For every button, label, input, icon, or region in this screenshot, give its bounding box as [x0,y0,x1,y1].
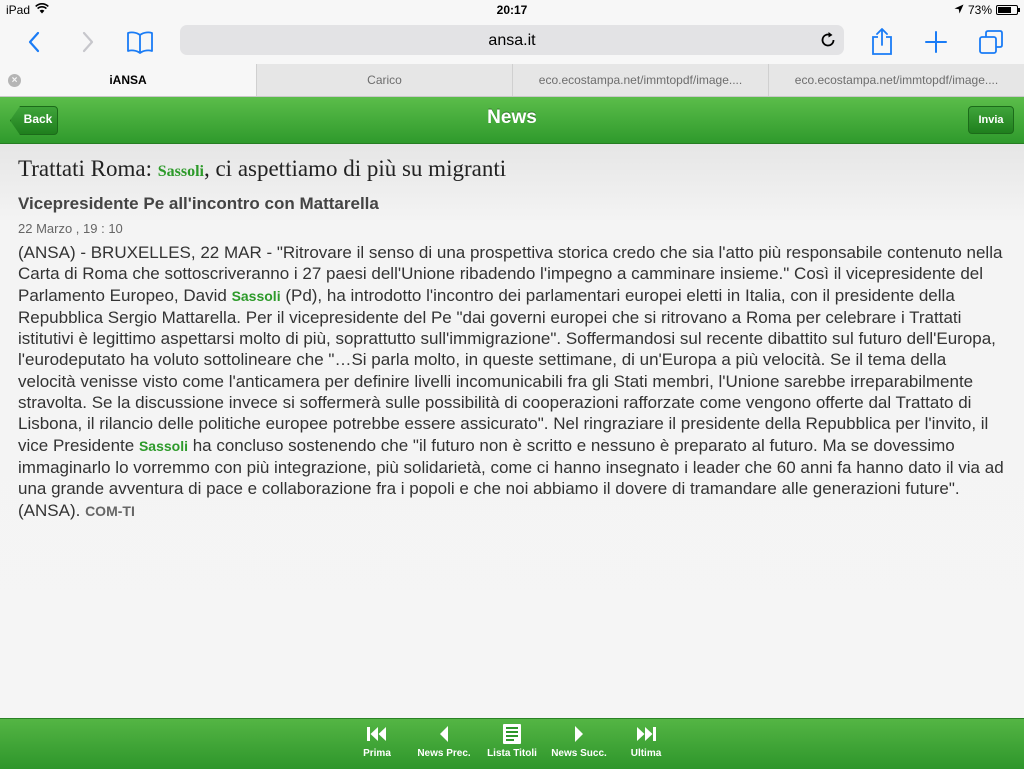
last-news-label: Ultima [630,748,662,759]
tab-label: Carico [367,73,402,87]
back-button-label: Back [23,112,53,126]
browser-tab-strip [0,64,1024,97]
tab-ecostampa-1[interactable] [512,64,768,96]
headline-keyword: Sassoli [157,163,204,180]
address-bar[interactable] [180,25,844,55]
new-tab-plus-icon[interactable] [920,26,952,58]
article-author-code: COM-TI [85,502,135,519]
tab-iansa[interactable] [0,64,256,96]
triangle-right-icon [544,723,614,745]
article-headline [18,156,1008,182]
share-icon[interactable] [866,26,898,58]
headline-pre: Trattati Roma: [18,156,158,181]
title-list-label: Lista Titoli [487,748,537,759]
tab-ecostampa-2[interactable] [768,64,1024,96]
article-subheadline: Vicepresidente Pe all'incontro con Mattarella [18,194,379,213]
title-list-button[interactable] [477,723,547,767]
back-chevron-icon[interactable] [18,26,50,58]
body-part-1: (ANSA) - BRUXELLES, 22 MAR - "Ritrovare il senso di una prospettiva storica credo che sia l'atto più responsabile contenuto nella Carta di Roma che sottoscriveranno i 27 paesi dell'Unione ribadendo l'impegno a camminare insieme." Così il vicepresidente del Parlamento Europeo, David [18,243,1003,305]
tabs-overview-icon[interactable] [975,26,1007,58]
headline-post: , ci aspettiamo di più su migranti [203,156,507,181]
reload-icon[interactable] [818,30,838,50]
page-title: News [487,107,537,128]
tab-close-icon[interactable]: × [8,74,21,87]
tab-label: iANSA [109,73,147,87]
skip-to-first-icon [342,723,412,745]
article-body [18,242,1008,522]
app-header [0,97,1024,144]
status-bar [0,0,1024,20]
triangle-left-icon [409,723,479,745]
battery-percent: 73% [967,3,992,17]
send-button[interactable]: Invia [968,106,1014,134]
device-name: iPad [6,3,31,17]
browser-toolbar [0,20,1024,64]
prev-news-button[interactable] [409,723,479,767]
first-news-label: Prima [363,748,391,759]
article-content [0,144,1024,718]
first-news-button[interactable] [342,723,412,767]
clock: 20:17 [496,3,528,17]
battery-icon [996,5,1018,15]
tab-carico[interactable] [256,64,512,96]
forward-chevron-icon[interactable] [72,26,104,58]
battery-fill [998,7,1011,13]
body-part-3: ha concluso sostenendo che "il futuro non è scritto e nessuno è preparato al futuro. Ma se dovessimo immaginarlo lo vorremmo con più integrazione, più solidarietà, come ci hanno insegnato i leader che 60 anni fa hanno dato il via ad una grande avventura di pace e collaborazione fra i popoli e che noi abbiamo il dovere di tramandare alle generazioni future". (ANSA). [18,435,1004,520]
body-keyword-1: Sassoli [231,287,281,304]
bottom-nav-bar [0,718,1024,769]
next-news-button[interactable] [544,723,614,767]
bookmarks-icon[interactable] [124,26,156,58]
list-document-icon [477,723,547,745]
tab-label: eco.ecostampa.net/immtopdf/image.... [794,73,999,87]
article-date: 22 Marzo , 19 : 10 [18,221,123,236]
skip-to-last-icon [611,723,681,745]
status-right [954,3,1018,17]
body-part-2: (Pd), ha introdotto l'incontro dei parlamentari europei eletti in Italia, con il presidente della Repubblica Sergio Mattarella. Per il vicepresidente del Pe "dai governi europei che si ritrovano a Roma per celebrare i Trattati istitutivi è legittimo aspettarsi molto di più, soprattutto sull'immigrazione". Soffermandosi sul recente dibattito sul futuro dell'Europa, l'eurodeputato ha voluto sottolineare che "…Si parla molto, in queste settimane, di un'Europa a più velocità. Se il tema della velocità venisse visto come l'anticamera per definire livelli incomunicabili fra gli Stati membri, l'Unione sarebbe irreparabilmente stravolta. Se la discussione invece si soffermerà sulle possibilità di cooperazioni rafforzate come vengono offerte dal Trattato di Lisbona, il rilancio delle politiche europee potrebbe essere assicurato". Nel ringraziare il presidente della Repubblica per l'invito, il vice Presidente [18,285,996,455]
location-arrow-icon [954,3,964,17]
url-text: ansa.it [488,32,536,49]
body-keyword-2: Sassoli [138,437,188,454]
prev-news-label: News Prec. [417,748,471,759]
tab-label: eco.ecostampa.net/immtopdf/image.... [538,73,743,87]
last-news-button[interactable] [611,723,681,767]
next-news-label: News Succ. [551,748,607,759]
